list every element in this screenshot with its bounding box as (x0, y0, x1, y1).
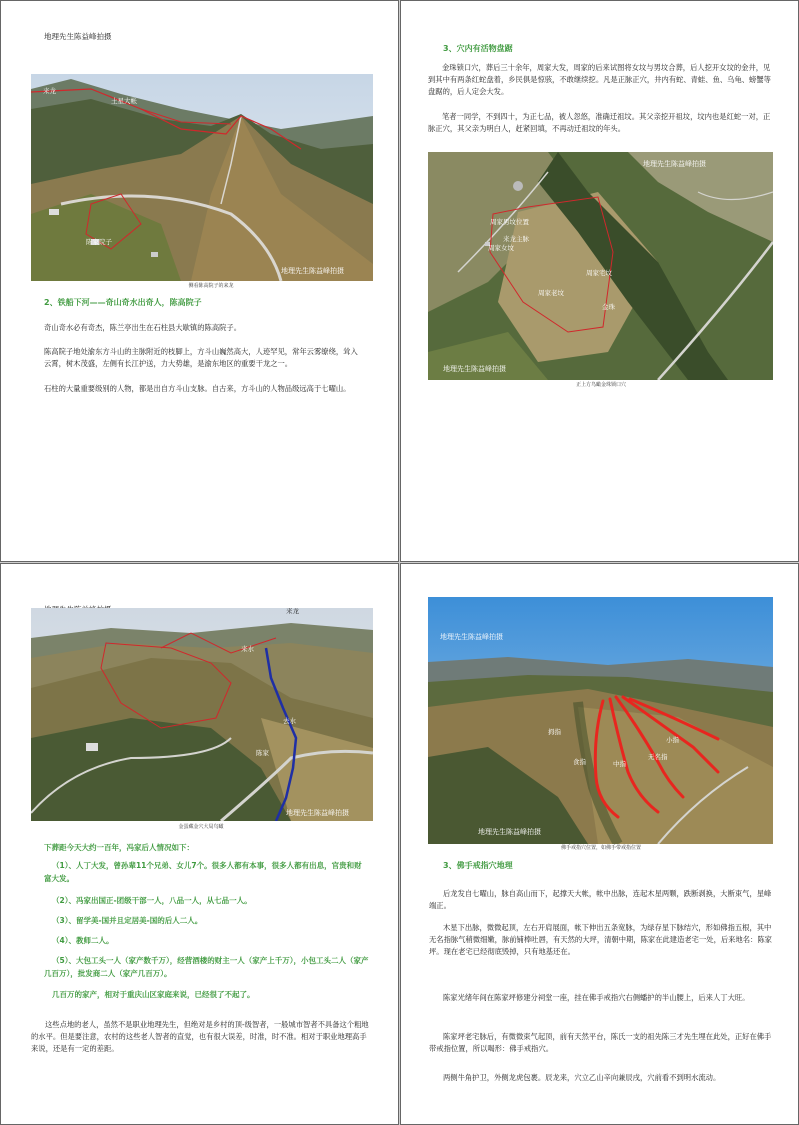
label-ring: 无名指 (648, 753, 668, 761)
label-dragon: 来龙主脉 (503, 235, 529, 243)
paragraph-3: 石柱的大量重要级别的人物，都是出自方斗山支脉。自古来，方斗山的人物品级远高于七曜山。 (44, 384, 351, 393)
label-tomb-e: 周家宅坟 (586, 269, 612, 277)
item-3: （3）、留学美-国并且定居美-国的后人二人。 (52, 916, 203, 925)
label-grave-w: 周家男坟位置 (490, 218, 529, 226)
aerial-photo-buddha-hand (428, 597, 773, 844)
paragraph-2: 陈高院子地处渝东方斗山的主脉附近的枝脚上，方斗山巍然高大，人迹罕见，常年云雾缭绕，耸入云霄，树木茂盛，左侧有长江护送，力大势雄，是渝东地区的重要干龙之一。 (44, 347, 358, 368)
label-gold: 金珠 (602, 303, 615, 311)
label-lai-long: 来龙 (286, 608, 299, 615)
section-title: 2、铁船下河——奇山奇水出奇人，陈高院子 (44, 298, 202, 307)
photo-caption: 金蛋藏金穴大局鸟瞰 (178, 824, 224, 830)
page-1 (0, 0, 399, 562)
aerial-photo-chen-courtyard (31, 74, 373, 281)
paragraph-1: 金珠锁口穴，葬后三十余年，周家大发，周家的后来试图将女坟与男坟合葬，后人挖开女坟的金井，见到其中有两条红蛇盘着，乡民俱是惊骇，不敢继续挖。凡是正脉正穴，井内有蛇、青蛙、鱼、乌龟、螃蟹等盘踞的，后人定会大发。 (428, 63, 771, 96)
section-title: 3、佛手戒指穴地理 (443, 861, 513, 870)
paragraph-4: 陈家坪老宅脉后，有微微束气起顶，前有天然平台，陈氏一支的祖先陈三才先生埋在此处，正好在佛手带戒指位置，所以喝形：佛手戒指穴。 (429, 1032, 772, 1053)
paragraph-1: 这些点地的老人，虽然不是职业地理先生，但绝对是乡村的顶-级智者，一般城市智者不具备这个粗地的水平。但是要注意，农村的这些老人智者的直觉，也有很大误差，时准，时不准。相对于职业地理高手来说，还是有一定的差距。 (31, 1020, 369, 1053)
photo-watermark-bottom: 地理先生陈益峰拍摄 (478, 828, 541, 836)
aerial-photo-golden-egg (31, 608, 373, 821)
aerial-photo-gold-pearl (428, 152, 773, 380)
photo-caption: 侧看陈高院子的来龙 (188, 283, 234, 289)
item-2: （2）、冯家出国正-团级干部一人，八品一人，从七品一人。 (52, 896, 252, 905)
photo-watermark-top: 地理先生陈益峰拍摄 (440, 633, 503, 641)
photo-landscape (31, 74, 373, 281)
label-tu-xing: 土星大帐 (111, 97, 137, 105)
paragraph-2: 木星下出脉，微微起顶，左右开肩展面，帐下伸出五条宽脉，为绿存星下脉结穴，形如佛指五根，其中无名指脉气稍微细嫩，脉前铺棒吐唇，有天然的大坪，清朝中期，陈家在此建造老宅一处，后来地名：陈家坪。现在老宅已经彻底毁掉，只有地基还在。 (429, 923, 772, 956)
paragraph-5: 两侧牛角护卫，外侧龙虎包裹。辰龙来，穴立乙山辛向兼辰戌，穴前看不到明水流动。 (443, 1073, 721, 1082)
photo-watermark: 地理先生陈益峰拍摄 (281, 267, 344, 275)
photo-watermark-bottom: 地理先生陈益峰拍摄 (443, 365, 506, 373)
photo-caption: 佛手戒指穴位置，如佛手带戒指位置 (560, 845, 641, 851)
item-1: （1）、人丁大发，曾孙辈11个兄弟、女儿7个。很多人都有本事，很多人都有出息，官贵和财富大发。 (44, 861, 362, 883)
label-chen-jia: 陈家院子 (86, 238, 112, 246)
label-lowtomb: 周家老坟 (538, 289, 564, 297)
page-2 (400, 0, 799, 562)
paragraph-1: 后龙发自七曜山，脉自高山而下，起撑天大帐，帐中出脉，连起木星两颗，跌断剥换，大断束气，星峰端正。 (429, 889, 772, 910)
photo-landscape (31, 608, 373, 821)
paragraph-2: 笔者一同学，不到四十，为正七品，被人忽悠，准确迁祖坟。其父亲挖开祖坟，坟内也是红蛇一对，正脉正穴，其父亲为明白人，赶紧回填，不再动迁祖坟的年头。 (428, 112, 771, 133)
paragraph-3: 陈家光绪年间在陈家坪修建分祠堂一座，挂在佛手戒指穴右侧蟠护的半山腰上，后来人丁大旺。 (443, 993, 750, 1002)
label-thumb: 拇指 (548, 728, 561, 736)
item-6: 几百万的家产，相对于重庆山区家庭来说，已经很了不起了。 (52, 990, 255, 999)
label-lai-long: 来龙 (43, 87, 56, 95)
page-header: 地理先生陈益峰拍摄 (44, 32, 112, 41)
label-index: 食指 (573, 758, 586, 766)
label-lai-shui: 来水 (241, 645, 254, 653)
label-tomb-n: 周家女坟 (488, 244, 514, 252)
photo-landscape (428, 152, 773, 380)
intro-text: 下葬距今天大约一百年，冯家后人情况如下： (44, 843, 194, 852)
label-middle: 中指 (613, 760, 626, 768)
paragraph-1: 奇山奇水必有奇杰，陈兰亭出生在石柱县大歇镇的陈高院子。 (44, 323, 242, 332)
photo-caption: 正上方鸟瞰金珠锁口穴 (575, 382, 626, 388)
photo-watermark: 地理先生陈益峰拍摄 (286, 809, 349, 817)
item-4: （4）、教师二人。 (52, 936, 114, 945)
photo-watermark-top: 地理先生陈益峰拍摄 (643, 160, 706, 168)
page-3 (0, 563, 399, 1125)
label-xue: 陈家 (256, 749, 269, 757)
page-4 (400, 563, 799, 1125)
label-qu-shui: 去水 (283, 717, 296, 725)
label-little: 小指 (666, 736, 679, 744)
section-title: 3、穴内有活物盘踞 (443, 44, 513, 53)
item-5: （5）、大包工头一人（家产数千万），经营酒楼的财主一人（家产上千万），小包工头二人（家产几百万），批发商二人（家产几百万）。 (44, 956, 369, 978)
